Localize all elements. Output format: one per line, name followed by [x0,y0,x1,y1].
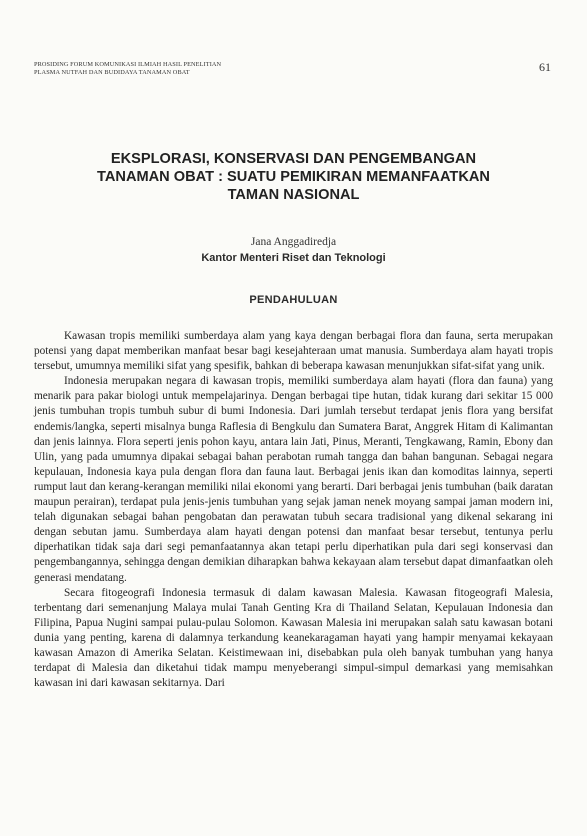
section-heading: PENDAHULUAN [249,294,338,306]
author-affiliation: Kantor Menteri Riset dan Teknologi [201,252,386,264]
running-head-line-2: PLASMA NUTFAH DAN BUDIDAYA TANAMAN OBAT [34,69,190,76]
running-head [34,61,334,77]
page-number: 61 [539,60,551,74]
article-title [30,150,557,204]
title-line-1: EKSPLORASI, KONSERVASI DAN PENGEMBANGAN [110,151,477,167]
title-line-2: TANAMAN OBAT : SUATU PEMIKIRAN MEMANFAATKAN [97,169,490,185]
paragraph-3: Secara fitogeografi Indonesia termasuk di dalam kawasan Malesia. Kawasan fitogeografi Malesia, terbentang dari semenanjung Malaya mulai Tanah Genting Kra di Thailand Selatan, Kepulauan Indonesia dan Filipina, Papua Nugini sampai pulau-pulau Solomon. Kawasan Malesia ini merupakan salah satu kawasan botani dunia yang penting, karena di dalamnya terkandung keanekaragaman hayati yang hampir menyamai kekayaan kawasan Amazon di Amerika Selatan. Keistimewaan ini, disebabkan pula oleh banyak tumbuhan yang hanya terdapat di Malesia dan diketahui tidak mampu menyeberangi simpul-simpul demarkasi yang memisahkan kawasan ini dari kawasan sekitarnya. Dari [34,586,553,690]
body-text [34,329,553,691]
author-name: Jana Anggadiredja [250,236,337,248]
title-line-3: TAMAN NASIONAL [227,187,360,203]
paragraph-1: Kawasan tropis memiliki sumberdaya alam yang kaya dengan berbagai flora dan fauna, serta merupakan potensi yang dapat memberikan manfaat besar bagi kesejahteraan umat manusia. Sumberdaya alam hayati tropis tersebut, umumnya memiliki sifat yang spesifik, bahkan di beberapa kawasan menunjukkan sifat-sifat yang unik. [34,330,553,373]
running-head-line-1: PROSIDING FORUM KOMUNIKASI ILMIAH HASIL PENELITIAN [34,61,222,68]
paragraph-2: Indonesia merupakan negara di kawasan tropis, memiliki sumberdaya alam hayati (flora dan fauna) yang menarik para pakar biologi untuk mempelajarinya. Dengan berbagai tipe hutan, tidak kurang dari sekitar 15 000 jenis tumbuhan tropis tumbuh subur di bumi Indonesia. Dari jumlah tersebut terdapat jenis flora yang bersifat endemis/langka, seperti misalnya bunga Raflesia di Bengkulu dan Sumatera Barat, Anggrek Hitam di Kalimantan dan jenis lainnya. Flora seperti jenis pohon kayu, antara lain Jati, Pinus, Meranti, Tengkawang, Ramin, Ebony dan Ulin, yang pada umumnya dipakai sebagai bahan perabotan rumah tangga dan bahan bangunan. Sebagai negara kepulauan, Indonesia kaya pula dengan flora dan fauna laut. Berbagai jenis ikan dan komoditas lainnya, seperti rumput laut dan kerang-kerangan memiliki nilai ekonomi yang berarti. Dari berbagai jenis tumbuhan (baik daratan maupun perairan), terdapat pula jenis-jenis tumbuhan yang sejak jaman nenek moyang sampai jaman modern ini, telah digunakan sebagai bahan pengobatan dan perawatan tubuh secara tradisional yang dikenal sekarang ini dengan sebutan jamu. Sumberdaya alam hayati dengan potensi dan manfaat besar tersebut, tentunya perlu diperhatikan tidak saja dari segi pemanfaatannya akan tetapi perlu diperhatikan pula dari segi konservasi dan pengembangannya, sehingga dengan demikian diharapkan bahwa kekayaan alam tersebut dapat dimanfaatkan oleh generasi mendatang. [34,375,553,584]
